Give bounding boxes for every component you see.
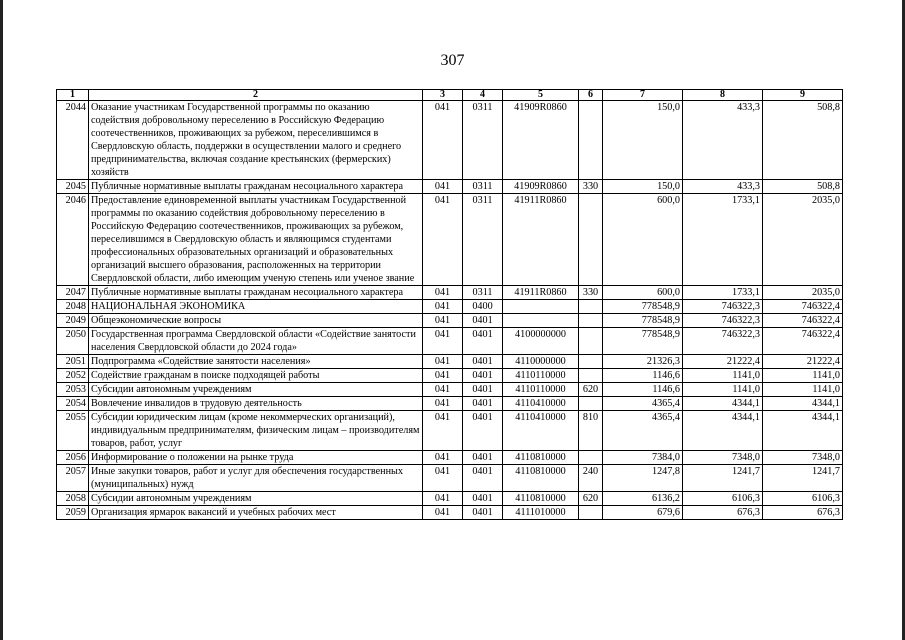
row-amount-8: 7348,0 bbox=[683, 451, 763, 465]
row-description: Подпрограмма «Содействие занятости населения» bbox=[89, 355, 423, 369]
row-amount-8: 1141,0 bbox=[683, 369, 763, 383]
row-amount-8: 6106,3 bbox=[683, 492, 763, 506]
table-row bbox=[57, 194, 843, 286]
row-code-3: 041 bbox=[423, 300, 463, 314]
row-amount-9: 4344,1 bbox=[763, 411, 843, 451]
row-code-5: 4100000000 bbox=[503, 328, 579, 355]
row-amount-8: 746322,3 bbox=[683, 314, 763, 328]
row-amount-9: 1141,0 bbox=[763, 369, 843, 383]
row-code-5: 41911R0860 bbox=[503, 194, 579, 286]
row-amount-7: 7384,0 bbox=[603, 451, 683, 465]
table-row bbox=[57, 465, 843, 492]
table-row bbox=[57, 451, 843, 465]
row-amount-9: 21222,4 bbox=[763, 355, 843, 369]
row-code-3: 041 bbox=[423, 506, 463, 520]
row-amount-9: 6106,3 bbox=[763, 492, 843, 506]
row-description: Общеэкономические вопросы bbox=[89, 314, 423, 328]
row-code-5: 4110410000 bbox=[503, 411, 579, 451]
row-code-4: 0401 bbox=[463, 355, 503, 369]
row-description: Иные закупки товаров, работ и услуг для обеспечения государственных (муниципальных) нужд bbox=[89, 465, 423, 492]
row-code-4: 0311 bbox=[463, 286, 503, 300]
row-amount-7: 600,0 bbox=[603, 194, 683, 286]
row-code-5: 4110810000 bbox=[503, 465, 579, 492]
row-code-3: 041 bbox=[423, 180, 463, 194]
row-code-6 bbox=[579, 369, 603, 383]
row-code-6: 330 bbox=[579, 286, 603, 300]
table-row bbox=[57, 506, 843, 520]
row-amount-8: 4344,1 bbox=[683, 397, 763, 411]
row-code-3: 041 bbox=[423, 194, 463, 286]
row-code-3: 041 bbox=[423, 397, 463, 411]
row-description: Публичные нормативные выплаты гражданам несоциального характера bbox=[89, 286, 423, 300]
header-cell-7: 7 bbox=[603, 90, 683, 101]
row-description: Субсидии юридическим лицам (кроме некоммерческих организаций), индивидуальным предпринимателям, физическим лицам – производителям товаров, работ, услуг bbox=[89, 411, 423, 451]
row-amount-9: 746322,4 bbox=[763, 314, 843, 328]
row-amount-8: 433,3 bbox=[683, 180, 763, 194]
row-code-3: 041 bbox=[423, 355, 463, 369]
row-code-3: 041 bbox=[423, 383, 463, 397]
row-description: НАЦИОНАЛЬНАЯ ЭКОНОМИКА bbox=[89, 300, 423, 314]
row-number: 2059 bbox=[57, 506, 89, 520]
row-code-4: 0311 bbox=[463, 180, 503, 194]
row-code-5: 4110410000 bbox=[503, 397, 579, 411]
header-cell-4: 4 bbox=[463, 90, 503, 101]
row-number: 2046 bbox=[57, 194, 89, 286]
row-amount-7: 150,0 bbox=[603, 180, 683, 194]
row-description: Государственная программа Свердловской области «Содействие занятости населения Свердловской области до 2024 года» bbox=[89, 328, 423, 355]
header-cell-8: 8 bbox=[683, 90, 763, 101]
row-code-5: 4110810000 bbox=[503, 492, 579, 506]
table-row bbox=[57, 411, 843, 451]
row-code-4: 0401 bbox=[463, 397, 503, 411]
row-code-6: 620 bbox=[579, 383, 603, 397]
row-amount-9: 508,8 bbox=[763, 101, 843, 180]
row-number: 2058 bbox=[57, 492, 89, 506]
row-number: 2057 bbox=[57, 465, 89, 492]
row-description: Субсидии автономным учреждениям bbox=[89, 383, 423, 397]
row-code-6: 330 bbox=[579, 180, 603, 194]
row-code-5: 4110110000 bbox=[503, 383, 579, 397]
row-amount-7: 778548,9 bbox=[603, 314, 683, 328]
row-code-4: 0401 bbox=[463, 411, 503, 451]
row-number: 2056 bbox=[57, 451, 89, 465]
table-row bbox=[57, 397, 843, 411]
row-code-5: 41909R0860 bbox=[503, 101, 579, 180]
row-code-5: 41909R0860 bbox=[503, 180, 579, 194]
row-code-4: 0311 bbox=[463, 194, 503, 286]
row-code-4: 0400 bbox=[463, 300, 503, 314]
row-number: 2047 bbox=[57, 286, 89, 300]
page-number: 307 bbox=[440, 52, 465, 69]
row-number: 2053 bbox=[57, 383, 89, 397]
row-amount-8: 4344,1 bbox=[683, 411, 763, 451]
table-row bbox=[57, 383, 843, 397]
row-description: Информирование о положении на рынке труда bbox=[89, 451, 423, 465]
row-description: Вовлечение инвалидов в трудовую деятельность bbox=[89, 397, 423, 411]
row-amount-8: 433,3 bbox=[683, 101, 763, 180]
row-number: 2051 bbox=[57, 355, 89, 369]
row-code-5: 4111010000 bbox=[503, 506, 579, 520]
row-amount-7: 778548,9 bbox=[603, 328, 683, 355]
row-number: 2045 bbox=[57, 180, 89, 194]
row-code-6 bbox=[579, 397, 603, 411]
row-code-6 bbox=[579, 355, 603, 369]
scan-edge-left bbox=[0, 0, 3, 640]
row-amount-7: 778548,9 bbox=[603, 300, 683, 314]
row-amount-7: 600,0 bbox=[603, 286, 683, 300]
row-code-3: 041 bbox=[423, 465, 463, 492]
budget-table bbox=[56, 89, 843, 520]
row-number: 2054 bbox=[57, 397, 89, 411]
table-row bbox=[57, 286, 843, 300]
row-code-6 bbox=[579, 101, 603, 180]
header-row bbox=[57, 90, 843, 101]
header-cell-5: 5 bbox=[503, 90, 579, 101]
row-amount-7: 4365,4 bbox=[603, 397, 683, 411]
row-amount-8: 1141,0 bbox=[683, 383, 763, 397]
row-description: Субсидии автономным учреждениям bbox=[89, 492, 423, 506]
table-row bbox=[57, 328, 843, 355]
row-amount-8: 746322,3 bbox=[683, 328, 763, 355]
row-code-3: 041 bbox=[423, 369, 463, 383]
row-description: Организация ярмарок вакансий и учебных рабочих мест bbox=[89, 506, 423, 520]
row-amount-8: 676,3 bbox=[683, 506, 763, 520]
row-code-5: 41911R0860 bbox=[503, 286, 579, 300]
row-code-6: 240 bbox=[579, 465, 603, 492]
table-row bbox=[57, 300, 843, 314]
row-code-5 bbox=[503, 300, 579, 314]
row-code-5: 4110000000 bbox=[503, 355, 579, 369]
row-amount-9: 4344,1 bbox=[763, 397, 843, 411]
row-code-6 bbox=[579, 194, 603, 286]
row-description: Предоставление единовременной выплаты участникам Государственной программы по оказанию содействия добровольному переселению в Российскую Федерацию соотечественников, проживающих за рубежом, переселившимся в Свердловскую область и являющимся студентами профессиональных образовательных организаций и образовательных организаций высшего образования, расположенных на территории Свердловской области, либо имеющим ученую степень или ученое звание bbox=[89, 194, 423, 286]
table-row bbox=[57, 355, 843, 369]
row-description: Оказание участникам Государственной программы по оказанию содействия добровольному переселению в Российскую Федерацию соотечественников, проживающих за рубежом, переселившимся в Свердловскую область, поддержки в осуществлении малого и среднего предпринимательства, включая создание крестьянских (фермерских) хозяйств bbox=[89, 101, 423, 180]
row-description: Содействие гражданам в поиске подходящей работы bbox=[89, 369, 423, 383]
row-code-3: 041 bbox=[423, 411, 463, 451]
row-amount-9: 2035,0 bbox=[763, 194, 843, 286]
row-amount-7: 21326,3 bbox=[603, 355, 683, 369]
row-amount-7: 679,6 bbox=[603, 506, 683, 520]
row-amount-8: 21222,4 bbox=[683, 355, 763, 369]
header-cell-2: 2 bbox=[89, 90, 423, 101]
row-code-3: 041 bbox=[423, 314, 463, 328]
row-code-6: 810 bbox=[579, 411, 603, 451]
row-amount-7: 1247,8 bbox=[603, 465, 683, 492]
row-code-4: 0401 bbox=[463, 506, 503, 520]
row-code-5 bbox=[503, 314, 579, 328]
row-code-4: 0401 bbox=[463, 383, 503, 397]
table-row bbox=[57, 492, 843, 506]
table-row bbox=[57, 314, 843, 328]
row-amount-9: 1141,0 bbox=[763, 383, 843, 397]
row-code-6 bbox=[579, 314, 603, 328]
row-amount-8: 1733,1 bbox=[683, 194, 763, 286]
row-code-3: 041 bbox=[423, 328, 463, 355]
table-body bbox=[57, 101, 843, 520]
row-number: 2050 bbox=[57, 328, 89, 355]
row-code-3: 041 bbox=[423, 451, 463, 465]
row-code-4: 0401 bbox=[463, 369, 503, 383]
row-amount-7: 1146,6 bbox=[603, 383, 683, 397]
row-amount-9: 746322,4 bbox=[763, 300, 843, 314]
row-code-4: 0401 bbox=[463, 492, 503, 506]
row-number: 2049 bbox=[57, 314, 89, 328]
row-amount-9: 746322,4 bbox=[763, 328, 843, 355]
table-row bbox=[57, 101, 843, 180]
row-amount-9: 676,3 bbox=[763, 506, 843, 520]
row-amount-8: 1733,1 bbox=[683, 286, 763, 300]
row-amount-7: 4365,4 bbox=[603, 411, 683, 451]
row-amount-9: 1241,7 bbox=[763, 465, 843, 492]
row-amount-7: 1146,6 bbox=[603, 369, 683, 383]
row-number: 2052 bbox=[57, 369, 89, 383]
row-code-3: 041 bbox=[423, 101, 463, 180]
header-cell-6: 6 bbox=[579, 90, 603, 101]
row-code-4: 0401 bbox=[463, 314, 503, 328]
row-code-3: 041 bbox=[423, 492, 463, 506]
row-amount-9: 7348,0 bbox=[763, 451, 843, 465]
row-number: 2044 bbox=[57, 101, 89, 180]
header-cell-3: 3 bbox=[423, 90, 463, 101]
table-row bbox=[57, 369, 843, 383]
row-code-5: 4110110000 bbox=[503, 369, 579, 383]
row-amount-8: 1241,7 bbox=[683, 465, 763, 492]
row-code-5: 4110810000 bbox=[503, 451, 579, 465]
table-row bbox=[57, 180, 843, 194]
row-code-4: 0401 bbox=[463, 328, 503, 355]
row-number: 2048 bbox=[57, 300, 89, 314]
row-amount-8: 746322,3 bbox=[683, 300, 763, 314]
row-number: 2055 bbox=[57, 411, 89, 451]
row-amount-7: 150,0 bbox=[603, 101, 683, 180]
row-code-6 bbox=[579, 300, 603, 314]
row-amount-9: 508,8 bbox=[763, 180, 843, 194]
header-cell-1: 1 bbox=[57, 90, 89, 101]
row-amount-7: 6136,2 bbox=[603, 492, 683, 506]
row-code-6 bbox=[579, 451, 603, 465]
header-cell-9: 9 bbox=[763, 90, 843, 101]
row-code-4: 0401 bbox=[463, 465, 503, 492]
row-code-3: 041 bbox=[423, 286, 463, 300]
row-code-6 bbox=[579, 328, 603, 355]
row-code-4: 0311 bbox=[463, 101, 503, 180]
row-code-4: 0401 bbox=[463, 451, 503, 465]
row-amount-9: 2035,0 bbox=[763, 286, 843, 300]
row-code-6 bbox=[579, 506, 603, 520]
row-code-6: 620 bbox=[579, 492, 603, 506]
row-description: Публичные нормативные выплаты гражданам несоциального характера bbox=[89, 180, 423, 194]
